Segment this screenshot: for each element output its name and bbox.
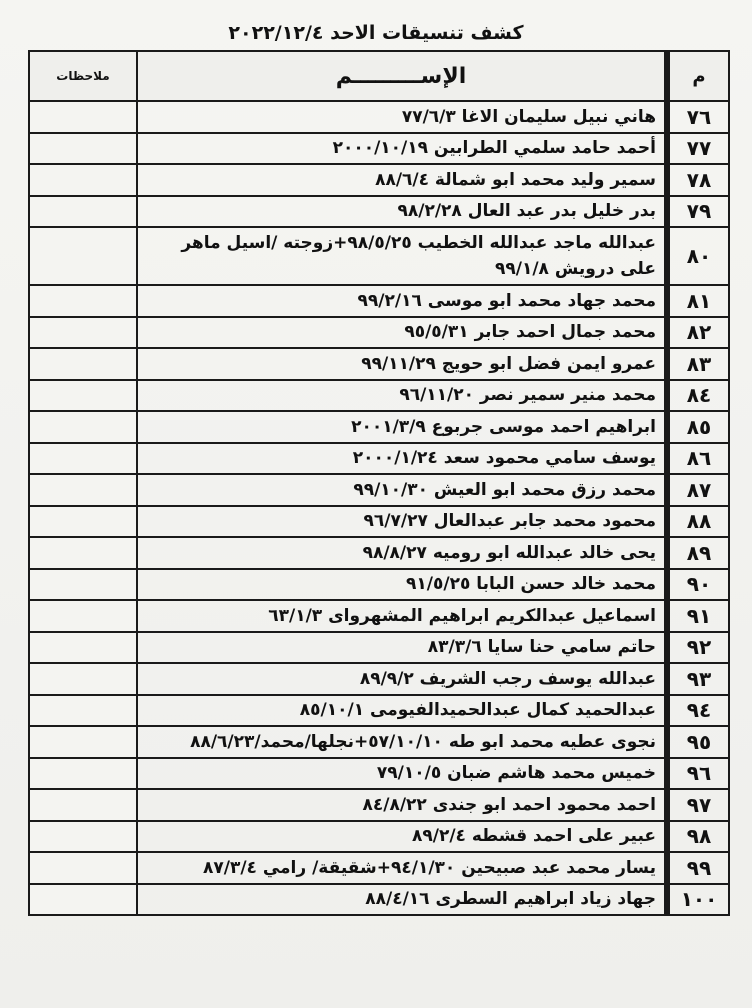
row-name: محمد خالد حسن البابا ٩١/٥/٢٥ [137, 569, 667, 601]
row-number: ٨٨ [667, 506, 729, 538]
row-notes [29, 317, 137, 349]
row-name: ابراهيم احمد موسى جربوع ٢٠٠١/٣/٩ [137, 411, 667, 443]
row-number: ٩٤ [667, 695, 729, 727]
row-notes [29, 821, 137, 853]
row-notes [29, 380, 137, 412]
table-row [29, 474, 729, 506]
row-number: ٨٤ [667, 380, 729, 412]
table-row [29, 600, 729, 632]
row-notes [29, 726, 137, 758]
table-row [29, 506, 729, 538]
row-name: احمد محمود احمد ابو جندى ٨٤/٨/٢٢ [137, 789, 667, 821]
row-notes [29, 196, 137, 228]
row-number: ١٠٠ [667, 884, 729, 916]
row-name: يوسف سامي محمود سعد ٢٠٠٠/١/٢٤ [137, 443, 667, 475]
row-name: حاتم سامي حنا سايا ٨٣/٣/٦ [137, 632, 667, 664]
row-name: خميس محمد هاشم ضبان ٧٩/١٠/٥ [137, 758, 667, 790]
table-row [29, 101, 729, 133]
row-notes [29, 285, 137, 317]
row-name: هاني نبيل سليمان الاغا ٧٧/٦/٣ [137, 101, 667, 133]
table-row [29, 348, 729, 380]
row-number: ٨٧ [667, 474, 729, 506]
row-notes [29, 133, 137, 165]
table-row [29, 380, 729, 412]
row-name: يسار محمد عبد صبيحين ٩٤/١/٣٠+شقيقة/ رامي ٨٧/٣/٤ [137, 852, 667, 884]
row-notes [29, 695, 137, 727]
row-number: ٩٩ [667, 852, 729, 884]
table-row [29, 317, 729, 349]
row-name: عبدالله يوسف رجب الشريف ٨٩/٩/٢ [137, 663, 667, 695]
row-number: ٩٥ [667, 726, 729, 758]
row-number: ٨٥ [667, 411, 729, 443]
table-row [29, 411, 729, 443]
table-row [29, 227, 729, 285]
row-name: أحمد حامد سلمي الطرابين ٢٠٠٠/١٠/١٩ [137, 133, 667, 165]
row-notes [29, 164, 137, 196]
row-number: ٩٣ [667, 663, 729, 695]
row-name: نجوى عطيه محمد ابو طه ٥٧/١٠/١٠+نجلها/محمد/٨٨/٦/٢٣ [137, 726, 667, 758]
row-name: يحى خالد عبدالله ابو روميه ٩٨/٨/٢٧ [137, 537, 667, 569]
table-row [29, 758, 729, 790]
row-notes [29, 884, 137, 916]
row-notes [29, 600, 137, 632]
row-notes [29, 537, 137, 569]
row-number: ٩٦ [667, 758, 729, 790]
row-notes [29, 101, 137, 133]
row-notes [29, 569, 137, 601]
row-notes [29, 443, 137, 475]
row-number: ٨٢ [667, 317, 729, 349]
table-row [29, 852, 729, 884]
table-row [29, 632, 729, 664]
row-name: عمرو ايمن فضل ابو حويج ٩٩/١١/٢٩ [137, 348, 667, 380]
table-row [29, 695, 729, 727]
row-notes [29, 348, 137, 380]
row-notes [29, 663, 137, 695]
row-notes [29, 227, 137, 285]
table-row [29, 196, 729, 228]
row-notes [29, 474, 137, 506]
row-name: بدر خليل بدر عبد العال ٩٨/٢/٢٨ [137, 196, 667, 228]
table-body [29, 101, 729, 915]
row-name: محمد منير سمير نصر ٩٦/١١/٢٠ [137, 380, 667, 412]
row-number: ٧٩ [667, 196, 729, 228]
row-notes [29, 789, 137, 821]
table-header-row [29, 51, 729, 101]
row-number: ٧٦ [667, 101, 729, 133]
row-name: اسماعيل عبدالكريم ابراهيم المشهروای ٦٣/١/٣ [137, 600, 667, 632]
row-number: ٩١ [667, 600, 729, 632]
row-number: ٨٠ [667, 227, 729, 285]
row-number: ٧٧ [667, 133, 729, 165]
row-name: عبدالحميد كمال عبدالحميدالفيومى ٨٥/١٠/١ [137, 695, 667, 727]
header-notes: ملاحظات [29, 51, 137, 101]
row-notes [29, 506, 137, 538]
table-row [29, 285, 729, 317]
row-notes [29, 632, 137, 664]
table-row [29, 663, 729, 695]
row-name: محمد جمال احمد جابر ٩٥/٥/٣١ [137, 317, 667, 349]
row-notes [29, 411, 137, 443]
table-row [29, 133, 729, 165]
row-number: ٩٠ [667, 569, 729, 601]
table-row [29, 821, 729, 853]
table-row [29, 443, 729, 475]
row-name: جهاد زياد ابراهيم السطرى ٨٨/٤/١٦ [137, 884, 667, 916]
row-number: ٨٣ [667, 348, 729, 380]
row-name: عبير على احمد قشطه ٨٩/٢/٤ [137, 821, 667, 853]
row-number: ٨٩ [667, 537, 729, 569]
row-number: ٩٢ [667, 632, 729, 664]
table-row [29, 537, 729, 569]
row-name: محمد جهاد محمد ابو موسى ٩٩/٢/١٦ [137, 285, 667, 317]
names-table [28, 50, 730, 916]
row-number: ٩٨ [667, 821, 729, 853]
row-name: عبدالله ماجد عبدالله الخطيب ٩٨/٥/٢٥+زوجته /اسيل ماهر على درويش ٩٩/١/٨ [137, 227, 667, 285]
row-name: محمود محمد جابر عبدالعال ٩٦/٧/٢٧ [137, 506, 667, 538]
table-row [29, 569, 729, 601]
table-row [29, 164, 729, 196]
row-number: ٨١ [667, 285, 729, 317]
row-name: سمير وليد محمد ابو شمالة ٨٨/٦/٤ [137, 164, 667, 196]
row-number: ٧٨ [667, 164, 729, 196]
row-notes [29, 852, 137, 884]
row-number: ٩٧ [667, 789, 729, 821]
row-notes [29, 758, 137, 790]
header-number: م [667, 51, 729, 101]
table-row [29, 726, 729, 758]
table-row [29, 789, 729, 821]
header-name: الإســـــــــم [137, 51, 667, 101]
table-row [29, 884, 729, 916]
row-number: ٨٦ [667, 443, 729, 475]
row-name: محمد رزق محمد ابو العيش ٩٩/١٠/٣٠ [137, 474, 667, 506]
document-title: كشف تنسيقات الاحد ٢٠٢٢/١٢/٤ [228, 22, 524, 44]
